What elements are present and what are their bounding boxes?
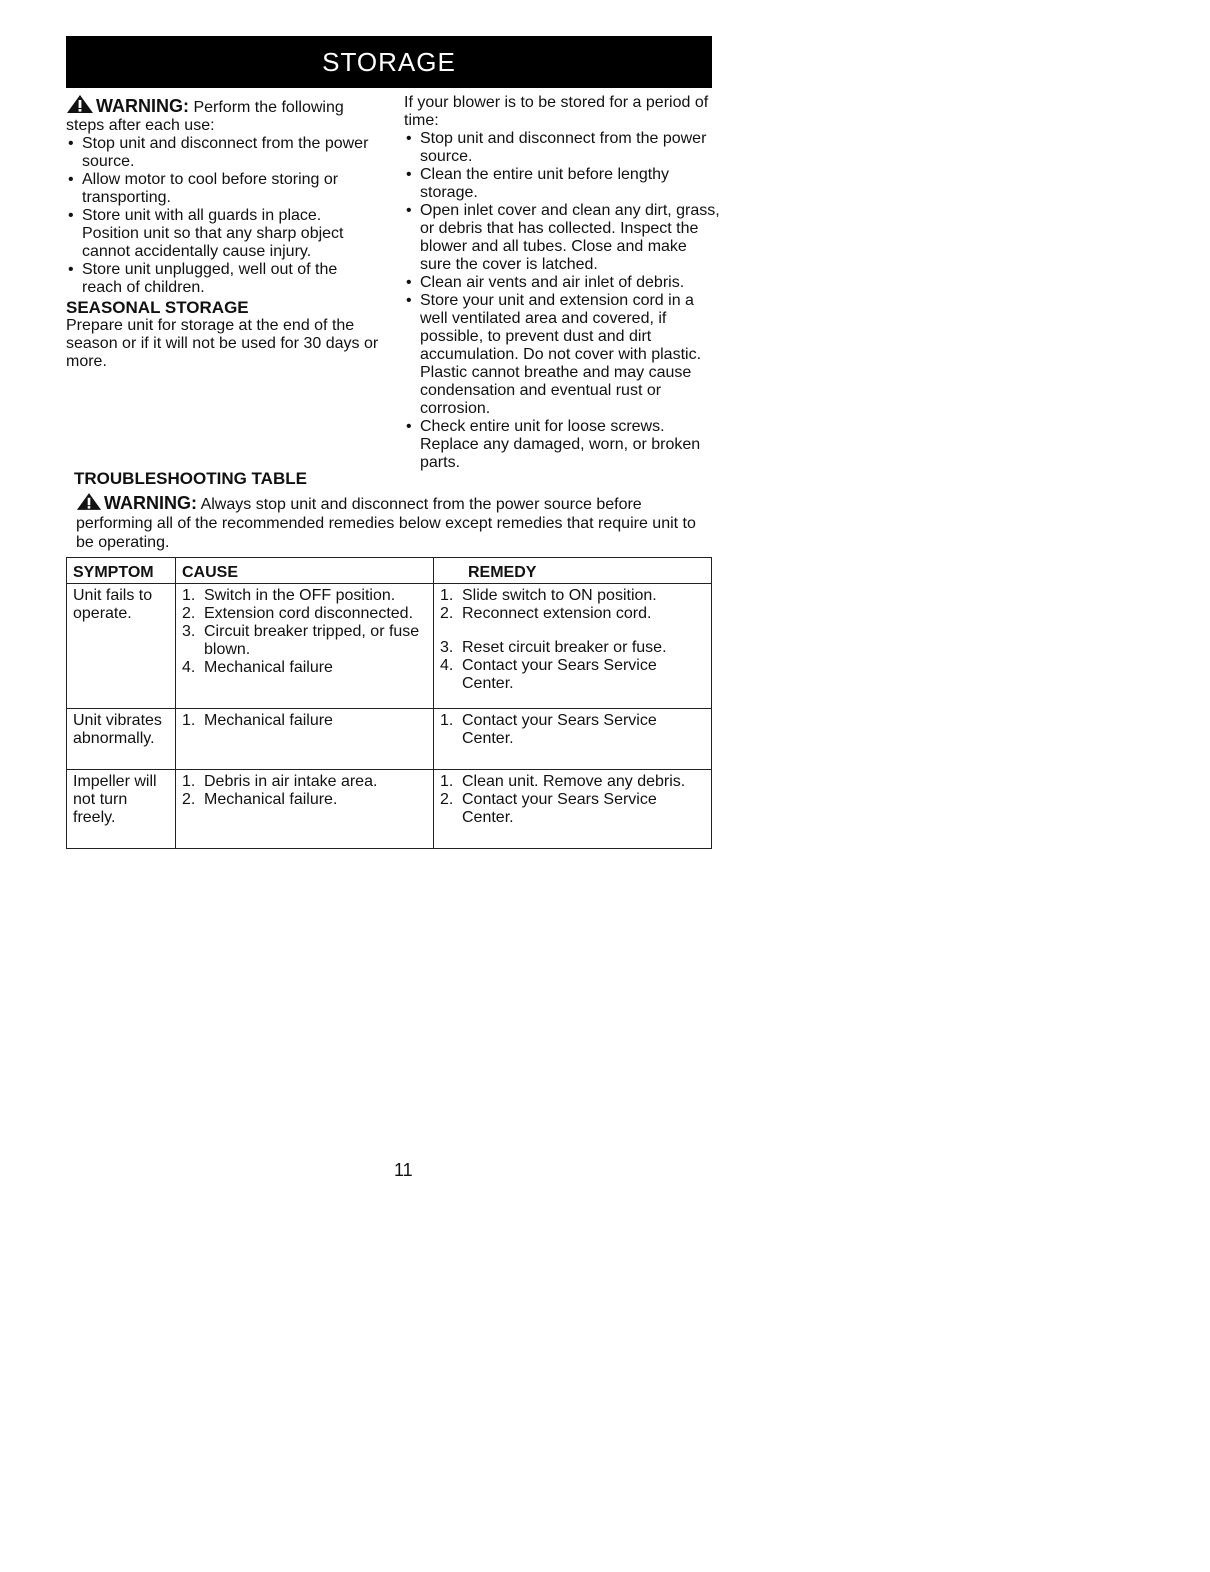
list-item: 1. Mechanical failure — [182, 712, 333, 729]
remedy-cell — [434, 770, 712, 849]
warning-label: WARNING: — [104, 493, 197, 513]
list-item: 4. Contact your Sears Service Center. — [440, 657, 657, 692]
table-row — [67, 584, 712, 709]
troubleshooting-warning — [76, 492, 716, 552]
troubleshooting-title: TROUBLESHOOTING TABLE — [74, 469, 307, 488]
list-item: • Open inlet cover and clean any dirt, grass, or debris that has collected. Inspect the blower and all tubes. Close and make sure the cover is latched. — [404, 202, 720, 274]
list-item: • Store your unit and extension cord in a well ventilated area and covered, if possible, to prevent dust and dirt accumulation. Do not cover with plastic. Plastic cannot breathe and may cause condensation and eventual rust or corrosion. — [404, 292, 720, 418]
storage-intro: If your blower is to be stored for a period of time: — [404, 94, 709, 129]
list-item: • Store unit with all guards in place. Position unit so that any sharp object cannot accidentally cause injury. — [66, 207, 381, 261]
header-cause: CAUSE — [176, 558, 434, 584]
cause-cell — [176, 584, 434, 709]
list-item: 2. Mechanical failure. — [182, 791, 338, 808]
seasonal-storage-heading: SEASONAL STORAGE — [66, 298, 249, 317]
page-banner — [66, 36, 712, 88]
table-row — [67, 770, 712, 849]
list-item: • Clean the entire unit before lengthy storage. — [404, 166, 720, 202]
table-header-row — [67, 558, 712, 584]
list-item: • Clean air vents and air inlet of debris. — [404, 274, 720, 292]
warning-text: Always stop unit and disconnect from the power source before performing all of the recommended remedies below except remedies that require unit to be operating. — [76, 496, 696, 551]
list-item: • Check entire unit for loose screws. Replace any damaged, worn, or broken parts. — [404, 418, 720, 472]
warning-paragraph — [66, 94, 381, 135]
list-item: 1. Contact your Sears Service Center. — [440, 712, 657, 747]
remedy-cell — [434, 584, 712, 709]
list-item: 2. Reconnect extension cord. — [440, 605, 652, 622]
list-item: • Store unit unplugged, well out of the reach of children. — [66, 261, 381, 297]
list-item: 3. Circuit breaker tripped, or fuse blown. — [182, 623, 420, 658]
warning-text: Perform the following steps after each use: — [66, 99, 344, 134]
left-column — [66, 94, 381, 371]
cause-cell — [176, 709, 434, 770]
warning-triangle-icon — [76, 492, 102, 511]
list-item: 2. Extension cord disconnected. — [182, 605, 414, 622]
header-remedy: REMEDY — [434, 558, 712, 584]
list-item: 2. Contact your Sears Service Center. — [440, 791, 657, 826]
remedy-cell — [434, 709, 712, 770]
list-item: 1. Slide switch to ON position. — [440, 587, 657, 604]
seasonal-storage-text: Prepare unit for storage at the end of the season or if it will not be used for 30 days or more. — [66, 317, 379, 370]
list-item: 4. Mechanical failure — [182, 659, 333, 676]
list-item: 1. Switch in the OFF position. — [182, 587, 396, 604]
list-item: • Stop unit and disconnect from the power source. — [404, 130, 720, 166]
symptom-cell: Impeller will not turn freely. — [67, 770, 176, 849]
symptom-cell: Unit vibrates abnormally. — [67, 709, 176, 770]
page-number: 11 — [394, 1160, 413, 1180]
list-item: • Stop unit and disconnect from the power source. — [66, 135, 381, 171]
cause-cell — [176, 770, 434, 849]
banner-title: STORAGE — [322, 46, 456, 77]
list-item: 1. Debris in air intake area. — [182, 773, 378, 790]
warning-label: WARNING: — [96, 96, 189, 116]
header-symptom: SYMPTOM — [67, 558, 176, 584]
warning-triangle-icon — [66, 94, 94, 114]
after-use-list — [66, 135, 381, 297]
troubleshooting-table — [66, 557, 712, 849]
list-item: 3. Reset circuit breaker or fuse. — [440, 639, 667, 656]
table-row — [67, 709, 712, 770]
list-item: • Allow motor to cool before storing or transporting. — [66, 171, 381, 207]
list-item: 1. Clean unit. Remove any debris. — [440, 773, 686, 790]
symptom-cell: Unit fails to operate. — [67, 584, 176, 709]
long-storage-list — [404, 130, 720, 472]
right-column — [404, 94, 720, 472]
